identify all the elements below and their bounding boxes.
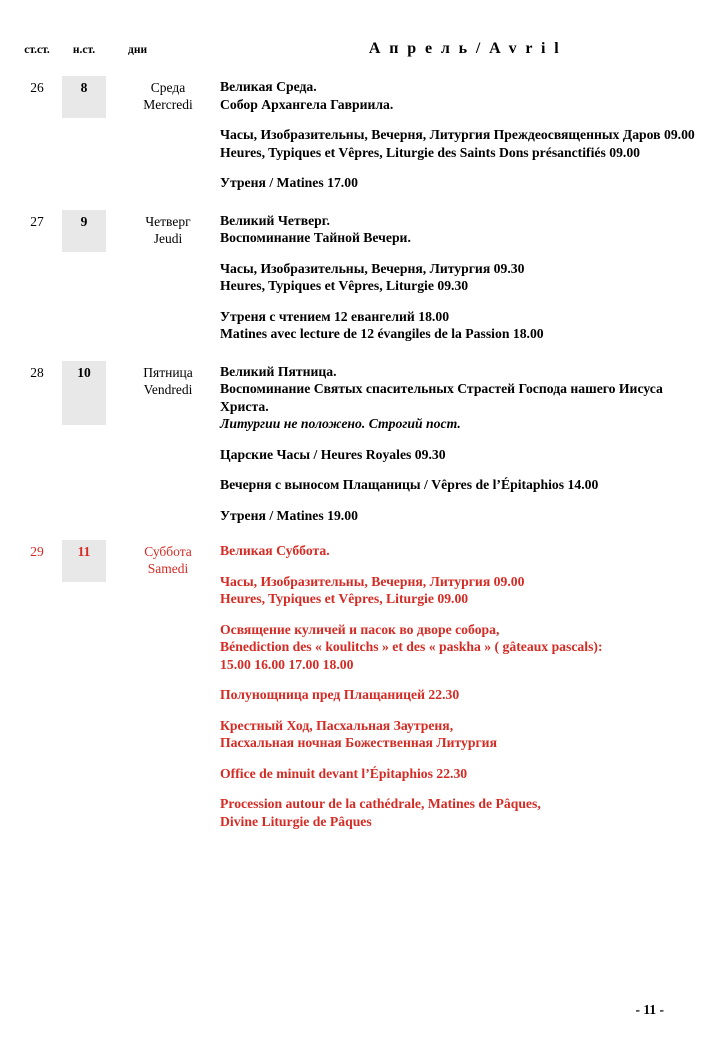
- service-line: Утреня / Matines 17.00: [220, 175, 358, 190]
- calendar-day-entry: [0, 538, 724, 830]
- service-line: Собор Архангела Гавриила.: [220, 96, 394, 112]
- header-old-style: ст.ст.: [24, 44, 50, 56]
- service-description: [220, 359, 712, 525]
- service-line: Утреня / Matines 19.00: [220, 507, 358, 523]
- weekday-names: [124, 359, 212, 398]
- service-line: Воспоминание Святых спасительных Страстей Господа нашего Иисуса Христа.: [220, 381, 663, 414]
- service-line: Литургии не положено. Строгий пост.: [220, 416, 461, 431]
- weekday-ru: Суббота: [144, 544, 192, 559]
- service-line: Великая Суббота.: [220, 543, 330, 558]
- service-line: Часы, Изобразительны, Вечерня, Литургия Преждеосвященных Даров 09.00: [220, 127, 695, 142]
- service-line: Великий Пятница.: [220, 363, 337, 379]
- old-style-date: 28: [30, 364, 44, 380]
- page-title: А п р е л ь / A v r i l: [368, 40, 562, 57]
- service-line: Heures, Typiques et Vêpres, Liturgie 09.30: [220, 278, 469, 293]
- service-line: Matines avec lecture de 12 évangiles de la Passion 18.00: [220, 326, 544, 341]
- service-line: Воспоминание Тайной Вечери.: [220, 230, 411, 245]
- header-new-style: н.ст.: [72, 44, 96, 56]
- new-style-date: 11: [77, 544, 91, 559]
- header-days: дни: [128, 44, 148, 56]
- weekday-fr: Vendredi: [143, 381, 193, 397]
- new-style-date: 8: [80, 80, 88, 95]
- new-style-date: 10: [77, 364, 91, 380]
- weekday-names: [124, 74, 212, 113]
- calendar-page: [0, 40, 724, 1064]
- service-line: Великая Среда.: [220, 79, 317, 94]
- service-line: Часы, Изобразительны, Вечерня, Литургия 09.00: [220, 573, 525, 589]
- service-line: Полунощница пред Плащаницей 22.30: [220, 687, 460, 702]
- calendar-day-entry: [0, 74, 724, 192]
- page-number: - 11 -: [635, 1002, 664, 1017]
- service-line: Heures, Typiques et Vêpres, Liturgie des Saints Dons présanctifiés 09.00: [220, 144, 641, 160]
- entries-container: [0, 74, 724, 830]
- calendar-day-entry: [0, 208, 724, 343]
- service-description: [220, 538, 712, 830]
- service-line: Heures, Typiques et Vêpres, Liturgie 09.00: [220, 591, 469, 606]
- old-style-date: 26: [30, 80, 44, 95]
- weekday-names: [124, 538, 212, 577]
- service-line: Procession autour de la cathédrale, Matines de Pâques,: [220, 796, 541, 811]
- service-description: [220, 74, 712, 192]
- weekday-names: [124, 208, 212, 247]
- service-line: Крестный Ход, Пасхальная Заутреня,: [220, 717, 454, 733]
- service-line: Освящение куличей и пасок во дворе собора,: [220, 621, 500, 637]
- service-line: Великий Четверг.: [220, 212, 330, 228]
- table-header: [0, 40, 724, 68]
- service-line: Divine Liturgie de Pâques: [220, 813, 372, 829]
- service-line: Вечерня с выносом Плащаницы / Vêpres de l’Épitaphios 14.00: [220, 477, 599, 492]
- old-style-date: 27: [30, 213, 44, 229]
- old-style-date: 29: [30, 544, 44, 559]
- service-line: Часы, Изобразительны, Вечерня, Литургия 09.30: [220, 260, 525, 276]
- service-line: 15.00 16.00 17.00 18.00: [220, 656, 354, 672]
- weekday-fr: Samedi: [147, 561, 189, 576]
- weekday-ru: Пятница: [143, 364, 193, 380]
- weekday-ru: Четверг: [145, 213, 191, 229]
- weekday-fr: Mercredi: [143, 97, 193, 112]
- service-line: Bénediction des « koulitchs » et des « paskha » ( gâteaux pascals):: [220, 639, 603, 654]
- service-line: Царские Часы / Heures Royales 09.30: [220, 446, 446, 462]
- service-line: Утреня с чтением 12 евангелий 18.00: [220, 308, 450, 324]
- service-line: Office de minuit devant l’Épitaphios 22.30: [220, 765, 468, 781]
- service-line: Пасхальная ночная Божественная Литургия: [220, 735, 497, 750]
- weekday-ru: Среда: [150, 80, 186, 95]
- new-style-date: 9: [80, 213, 88, 229]
- weekday-fr: Jeudi: [153, 230, 183, 246]
- calendar-day-entry: [0, 359, 724, 525]
- service-description: [220, 208, 712, 343]
